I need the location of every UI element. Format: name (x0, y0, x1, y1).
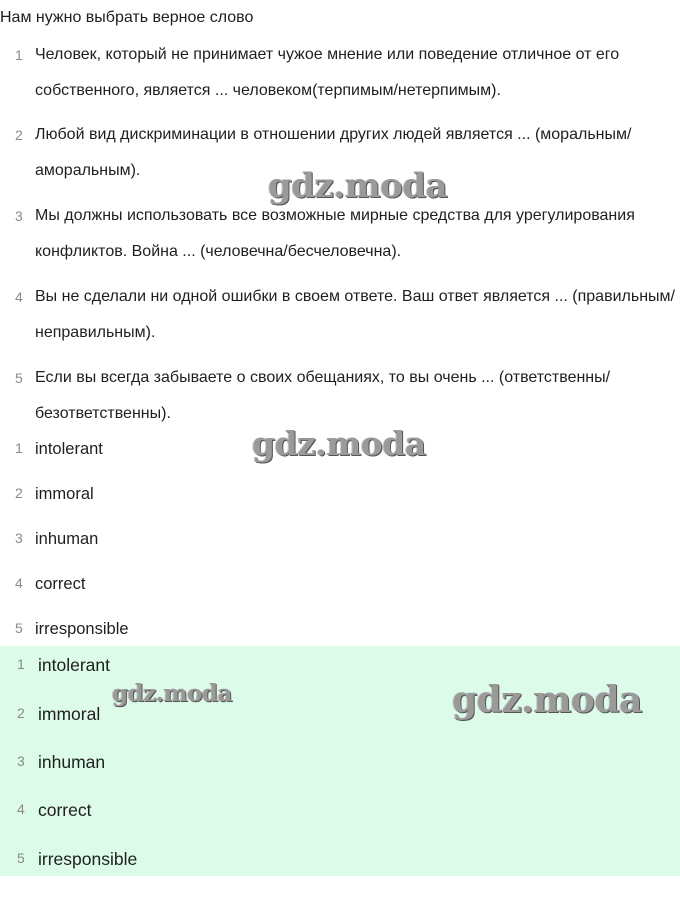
highlighted-answer-item (0, 846, 680, 872)
question-text: Вы не сделали ни одной ошибки в своем ответе. Ваш ответ является ... (правильным/неправильным). (35, 288, 675, 341)
watermark: gdz.moda (112, 680, 232, 707)
answer-text: correct (35, 575, 86, 593)
question-item (0, 198, 680, 270)
highlighted-answer-number: 3 (17, 753, 25, 769)
highlighted-answer-text: inhuman (38, 752, 106, 772)
question-number: 3 (15, 208, 23, 224)
question-number: 1 (15, 47, 23, 63)
highlighted-answer-text: correct (38, 800, 92, 820)
highlighted-answer-item (0, 701, 680, 727)
watermark: gdz.moda (452, 679, 642, 721)
question-number: 2 (15, 127, 23, 143)
highlighted-answer-item (0, 652, 680, 678)
watermark: gdz.moda (268, 166, 448, 206)
question-item (0, 279, 680, 351)
highlighted-answer-number: 5 (17, 850, 25, 866)
answer-item (0, 527, 680, 551)
highlighted-answer-item (0, 797, 680, 823)
highlighted-answer-item (0, 749, 680, 775)
highlighted-answer-text: immoral (38, 704, 101, 724)
answer-number: 3 (15, 530, 23, 546)
question-text: Мы должны использовать все возможные мирные средства для урегулирования конфликтов. Война ... (человечна/бесчеловечна). (35, 207, 635, 260)
question-item (0, 37, 680, 109)
answer-text: immoral (35, 485, 94, 503)
answer-number: 5 (15, 620, 23, 636)
highlighted-answer-number: 4 (17, 801, 25, 817)
answer-number: 1 (15, 440, 23, 456)
answer-text: irresponsible (35, 620, 129, 638)
answer-item (0, 437, 680, 461)
highlighted-answer-number: 2 (17, 705, 25, 721)
question-text: Человек, который не принимает чужое мнение или поведение отличное от его собственного, является ... человеком(терпимым/нетерпимым). (35, 46, 620, 99)
question-text: Любой вид дискриминации в отношении других людей является ... (моральным/аморальным). (35, 126, 632, 179)
highlighted-answer-box (0, 646, 680, 876)
question-item (0, 360, 680, 432)
answer-number: 2 (15, 485, 23, 501)
answer-item (0, 617, 680, 641)
page-title: Нам нужно выбрать верное слово (0, 9, 254, 26)
question-number: 4 (15, 289, 23, 305)
answer-text: inhuman (35, 530, 99, 548)
question-number: 5 (15, 370, 23, 386)
question-item (0, 117, 680, 189)
highlighted-answer-text: intolerant (38, 655, 110, 675)
answer-text: intolerant (35, 440, 103, 458)
answer-item (0, 482, 680, 506)
highlighted-answer-number: 1 (17, 656, 25, 672)
question-text: Если вы всегда забываете о своих обещаниях, то вы очень ... (ответственны/безответственны). (35, 369, 611, 422)
watermark: gdz.moda (252, 424, 426, 463)
highlighted-answer-text: irresponsible (38, 849, 138, 869)
answer-number: 4 (15, 575, 23, 591)
answer-item (0, 572, 680, 596)
